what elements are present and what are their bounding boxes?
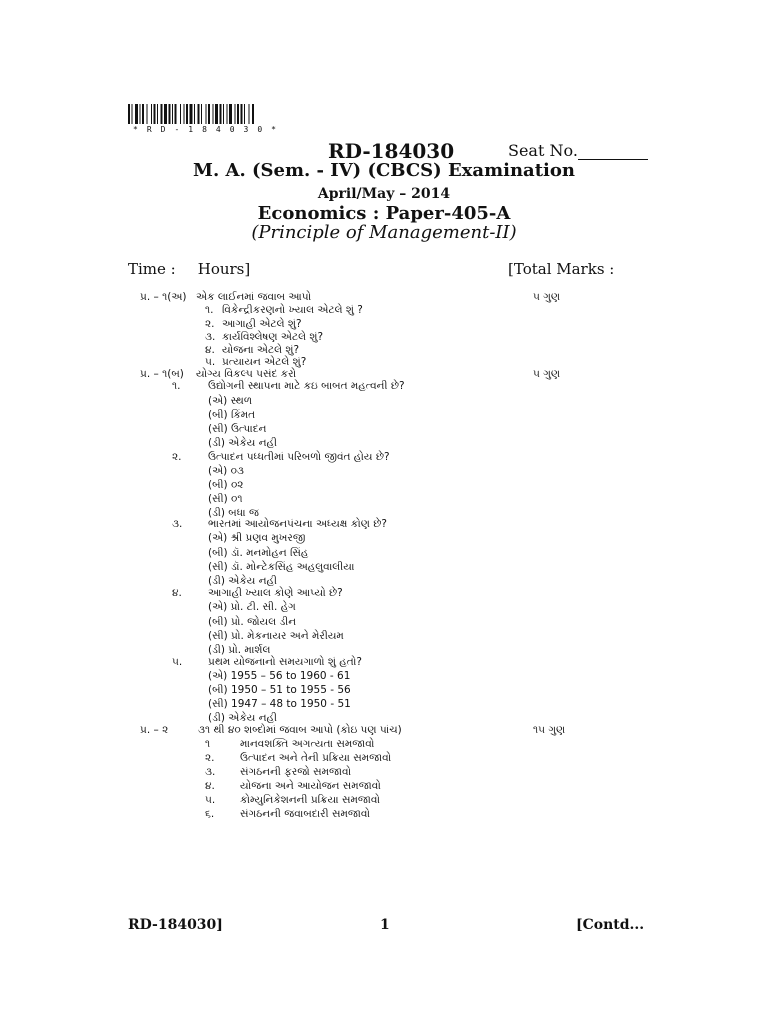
question-1b-marks: ૫ ગુણ [533,368,561,380]
q1b-option: (ડી) એકેય નહી [208,575,278,587]
total-marks-label: [Total Marks : [508,260,615,278]
footer-paper-code: RD-184030] [128,917,223,933]
q1b-option: (બી) પ્રો. જોયલ ડીન [208,616,297,628]
q1b-item-text: ઉત્પાદન પધ્ધતીમાં પરિબળો જીવંત હોય છે? [208,451,390,463]
q2-item-text: યોજના અને આયોજન સમજાવો [240,780,381,792]
q1b-option: (એ) ૦૩ [208,465,244,477]
q1b-option: (સી) 1947 – 48 to 1950 - 51 [208,698,351,710]
q1b-item-num: ૪. [172,587,182,599]
question-1b-instruction: યોગ્ય વિકલ્પ પસંદ કરો [196,368,297,380]
q1b-option: (બી) ૦૨ [208,479,244,491]
q2-item-num: ૫. [205,794,216,806]
paper-subtitle: (Principle of Management-II) [251,222,517,243]
q2-item-text: માનવશક્તિ અગત્યતા સમજાવો [240,738,375,750]
q1b-option: (સી) ડૉ. મોન્ટેકસિંહ અહલુવાલીયા [208,561,355,573]
q2-item-text: ઉત્પાદન અને તેની પ્રક્રિયા સમજાવો [240,752,392,764]
q1a-item-num: ૨. [205,318,215,330]
q2-item-num: ૩. [205,766,216,778]
question-2-number: પ્ર. – ૨ [140,724,169,736]
question-1a-instruction: એક લાઈનમાં જવાબ આપો [196,291,312,303]
q2-item-text: સંગઠનની ફરજો સમજાવો [240,766,352,778]
question-1a-marks: ૫ ગુણ [533,291,561,303]
q1b-option: (એ) 1955 – 56 to 1960 - 61 [208,670,351,682]
q2-item-num: ૬. [205,808,215,820]
question-2-marks: ૧૫ ગુણ [533,724,566,736]
q1b-item-text: આગાહી ખ્યાલ કોણે આપ્યો છે? [208,587,343,599]
q1b-option: (સી) ઉત્પાદન [208,423,267,435]
q1b-item-num: ૨. [172,451,182,463]
time-label: Time : Hours] [128,260,251,278]
seat-number-label: Seat No. [508,141,648,160]
continued-label: [Contd... [576,917,645,933]
q1a-item-text: આગાહી એટલે શું? [222,318,302,330]
q1a-item-num: ૩. [205,331,216,343]
q1a-item-text: કાર્યવિશ્લેષણ એટલે શું? [222,331,324,343]
q1a-item-num: ૫. [205,356,216,368]
seat-number-blank [578,145,648,160]
q1b-option: (બી) કિંમત [208,409,256,421]
q1a-item-num: ૪. [205,344,215,356]
question-2-instruction: ૩૧ થી ૪૦ શબ્દોમાં જવાબ આપો (કોઇ પણ પાંચ) [198,724,402,736]
q1b-item-text: ભારતમાં આયોજનપંચના અધ્યક્ષ કોણ છે? [208,518,387,530]
exam-title: M. A. (Sem. - IV) (CBCS) Examination [193,160,575,181]
page-number: 1 [380,917,390,933]
q1b-option: (ડી) એકેય નહી [208,712,278,724]
q2-item-num: ૨. [205,752,215,764]
barcode-text: *RD-184030* [133,125,285,134]
q2-item-text: સંગઠનની જવાબદારી સમજાવો [240,808,371,820]
q1a-item-text: વિકેન્દ્રીકરણનો ખ્યાલ એટલે શું ? [222,304,363,316]
q1b-item-text: પ્રથમ યોજનાનો સમયગાળો શું હતો? [208,656,362,668]
q2-item-num: ૧ [205,738,211,750]
q2-item-text: કોમ્યુનિકેશનની પ્રક્રિયા સમજાવો [240,794,381,806]
q1b-option: (એ) પ્રો. ટી. સી. હેગ [208,601,296,613]
q1b-option: (ડી) બધા જ [208,507,259,519]
q1b-option: (બી) ડૉ. મનમોહન સિંહ [208,547,309,559]
paper-code: RD-184030 [328,139,455,163]
q1b-option: (ડી) એકેય નહી [208,437,278,449]
q1b-option: (એ) શ્રી પ્રણવ મુખરજી [208,532,306,544]
q1b-option: (બી) 1950 – 51 to 1955 - 56 [208,684,351,696]
subject-title: Economics : Paper-405-A [257,203,511,224]
q1a-item-text: પ્રત્યાયન એટલે શું? [222,356,307,368]
q1a-item-text: યોજના એટલે શું? [222,344,300,356]
question-1b-number: પ્ર. – ૧(બ) [140,368,184,380]
q1b-option: (સી) ૦૧ [208,493,243,505]
q1b-option: (એ) સ્થળ [208,395,253,407]
q1b-option: (ડી) પ્રો. માર્શલ [208,644,271,656]
barcode [128,104,338,124]
q2-item-num: ૪. [205,780,215,792]
exam-date: April/May – 2014 [317,186,451,202]
q1a-item-num: ૧. [205,304,214,316]
q1b-option: (સી) પ્રો. મેકનાયર અને મેરીયમ [208,630,344,642]
q1b-item-num: ૫. [172,656,183,668]
q1b-item-num: ૩. [172,518,183,530]
question-1a-number: પ્ર. – ૧(અ) [140,291,187,303]
q1b-item-num: ૧. [172,380,181,392]
q1b-item-text: ઉદ્યોગની સ્થાપના માટે કઇ બાબત મહત્વની છે? [208,380,405,392]
